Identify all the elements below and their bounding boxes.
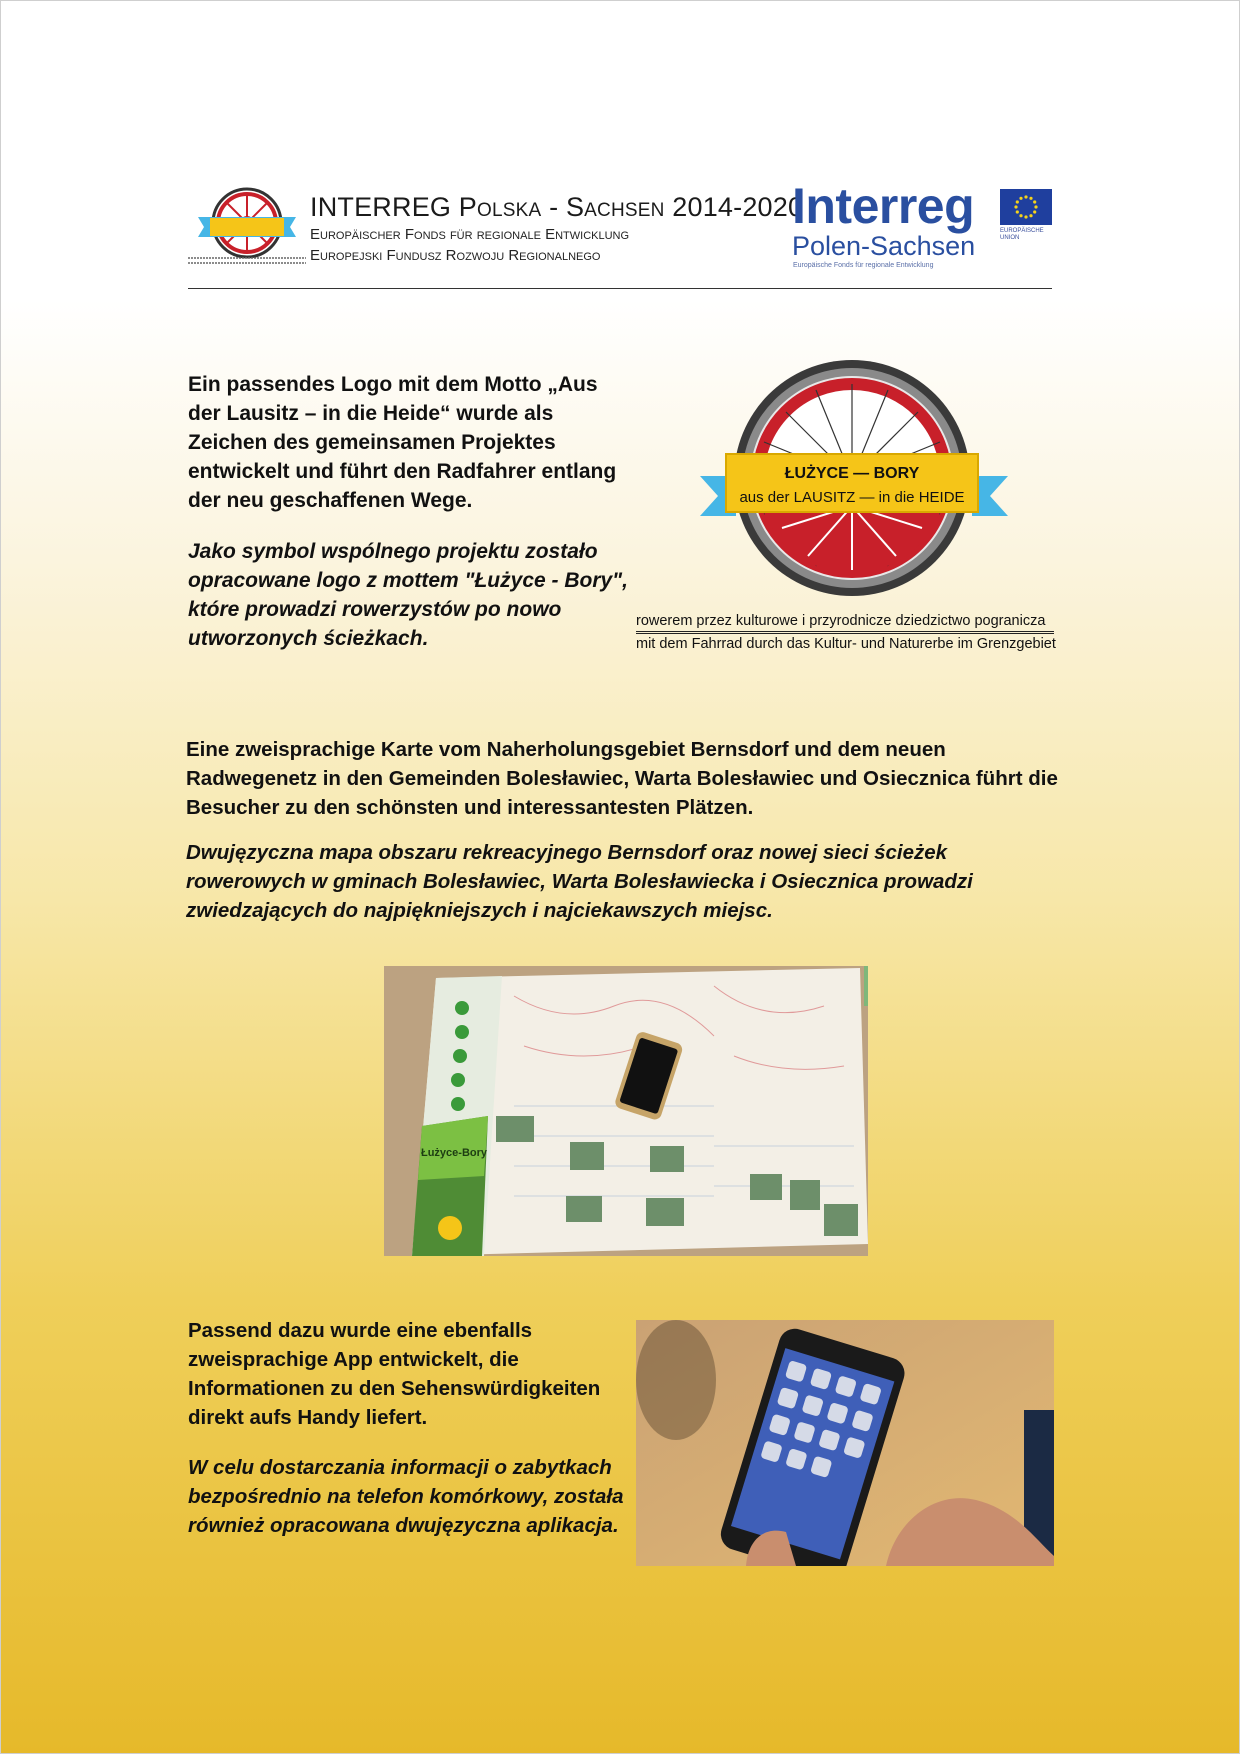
app-description-pl: W celu dostarczania informacji o zabytkach bezpośrednio na telefon komórkowy, została również opracowana dwujęzyczna aplikacja. [188, 1456, 624, 1537]
header-title: INTERREG Polska - Sachsen 2014-2020 [310, 192, 804, 222]
header-subtitle-pl: Europejski Fundusz Rozwoju Regionalnego [310, 247, 601, 264]
map-cover-title: Łużyce-Bory [420, 1147, 488, 1159]
map-photo [384, 966, 868, 1256]
tagline-divider-top [636, 631, 1054, 632]
logo-tagline-de: mit dem Fahrrad durch das Kultur- und Naturerbe im Grenzgebiet [636, 636, 1056, 652]
logo-description-pl: Jako symbol wspólnego projektu zostało opracowane logo z mottem "Łużyce - Bory", które prowadzi rowerzystów po nowo utworzonych ścieżkach. [188, 540, 628, 650]
logo-tagline-pl: rowerem przez kulturowe i przyrodnicze dziedzictwo pogranicza [636, 613, 1046, 629]
tagline-divider-bottom [636, 633, 1054, 634]
interreg-wordmark: Interreg [792, 178, 975, 234]
logo-banner-line1: ŁUŻYCE — BORY [784, 465, 920, 482]
eu-caption: EUROPÄISCHE UNION [1000, 228, 1044, 241]
logo-description-de: Ein passendes Logo mit dem Motto „Aus der Lausitz – in die Heide“ wurde als Zeichen des gemeinsamen Projektes entwickelt und führt den Radfahrer entlang der neu geschaffenen Wege. [188, 373, 617, 512]
header-subtitle-de: Europäischer Fonds für regionale Entwicklung [310, 226, 630, 243]
smartphone-photo [636, 1320, 1054, 1566]
header-divider [188, 288, 1052, 289]
eu-flag-icon [1000, 189, 1052, 225]
logo-banner-line2: aus der LAUSITZ — in die HEIDE [739, 489, 965, 506]
project-logo-small-caption [188, 255, 306, 267]
map-description-pl: Dwujęzyczna mapa obszaru rekreacyjnego Bernsdorf oraz nowej sieci ścieżek rowerowych w gminach Bolesławiec, Warta Bolesławiecka i Osiecznica prowadzi zwiedzających do najpiękniejszych i najciekawszych miejsc. [186, 841, 973, 922]
app-description-de: Passend dazu wurde eine ebenfalls zweisprachige App entwickelt, die Informationen zu den Sehenswürdigkeiten direkt aufs Handy liefert. [188, 1319, 601, 1429]
map-description-de: Eine zweisprachige Karte vom Naherholungsgebiet Bernsdorf und dem neuen Radwegenetz in den Gemeinden Bolesławiec, Warta Bolesławiec und Osiecznica führt die Besucher zu den schönsten und interessantesten Plätzen. [186, 738, 1058, 819]
luzyce-bory-logo [698, 356, 1010, 602]
interreg-fund-caption: Europäische Fonds für regionale Entwicklung [793, 262, 934, 269]
interreg-region: Polen-Sachsen [792, 231, 976, 261]
